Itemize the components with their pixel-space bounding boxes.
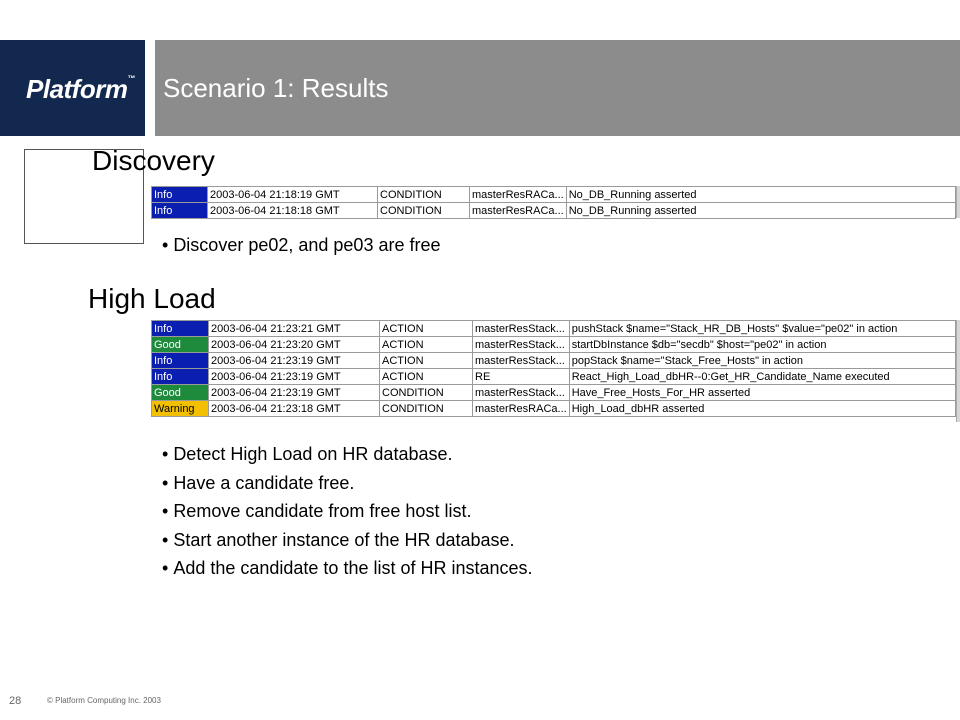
type-cell: CONDITION	[380, 385, 473, 401]
source-cell: masterResRACa...	[470, 203, 567, 219]
time-cell: 2003-06-04 21:23:19 GMT	[209, 353, 380, 369]
level-cell: Good	[152, 385, 209, 401]
discovery-heading: Discovery	[92, 145, 215, 176]
bullet-item: • Remove candidate from free host list.	[162, 497, 533, 526]
source-cell: masterResStack...	[473, 337, 570, 353]
time-cell: 2003-06-04 21:23:19 GMT	[209, 385, 380, 401]
table-row[interactable]	[152, 369, 956, 385]
table-row[interactable]	[152, 353, 956, 369]
copyright-notice: © Platform Computing Inc. 2003	[47, 696, 161, 705]
platform-logo	[26, 74, 135, 105]
source-cell: masterResStack...	[473, 353, 570, 369]
time-cell: 2003-06-04 21:23:21 GMT	[209, 321, 380, 337]
table-row[interactable]	[152, 187, 956, 203]
page-number: 28	[9, 695, 22, 707]
bullet-item: • Discover pe02, and pe03 are free	[162, 231, 440, 260]
logo-trademark: ™	[127, 74, 135, 83]
table-row[interactable]	[152, 401, 956, 417]
time-cell: 2003-06-04 21:18:19 GMT	[208, 187, 378, 203]
message-cell: startDbInstance $db="secdb" $host="pe02" in action	[569, 337, 955, 353]
table-row[interactable]	[152, 385, 956, 401]
time-cell: 2003-06-04 21:23:19 GMT	[209, 369, 380, 385]
message-cell: pushStack $name="Stack_HR_DB_Hosts" $value="pe02" in action	[569, 321, 955, 337]
message-cell: No_DB_Running asserted	[566, 203, 955, 219]
message-cell: React_High_Load_dbHR--0:Get_HR_Candidate_Name executed	[569, 369, 955, 385]
source-cell: RE	[473, 369, 570, 385]
level-cell: Info	[152, 187, 208, 203]
level-cell: Good	[152, 337, 209, 353]
time-cell: 2003-06-04 21:23:20 GMT	[209, 337, 380, 353]
level-cell: Info	[152, 321, 209, 337]
table-row[interactable]	[152, 203, 956, 219]
type-cell: CONDITION	[378, 203, 470, 219]
level-cell: Info	[152, 203, 208, 219]
source-cell: masterResRACa...	[470, 187, 567, 203]
source-cell: masterResRACa...	[473, 401, 570, 417]
level-cell: Info	[152, 369, 209, 385]
table-row[interactable]	[152, 337, 956, 353]
level-cell: Info	[152, 353, 209, 369]
type-cell: CONDITION	[380, 401, 473, 417]
high-load-heading: High Load	[88, 283, 216, 314]
bullet-item: • Add the candidate to the list of HR instances.	[162, 554, 533, 583]
source-cell: masterResStack...	[473, 321, 570, 337]
discovery-log-table	[151, 186, 956, 219]
logo-text: Platform	[26, 74, 128, 104]
message-cell: No_DB_Running asserted	[566, 187, 955, 203]
discovery-bullets	[162, 231, 440, 260]
bullet-item: • Start another instance of the HR database.	[162, 526, 533, 555]
discovery-scrollbar[interactable]	[956, 186, 960, 218]
type-cell: ACTION	[380, 337, 473, 353]
bullet-item: • Detect High Load on HR database.	[162, 440, 533, 469]
message-cell: popStack $name="Stack_Free_Hosts" in action	[569, 353, 955, 369]
time-cell: 2003-06-04 21:23:18 GMT	[209, 401, 380, 417]
level-cell: Warning	[152, 401, 209, 417]
high-load-scrollbar[interactable]	[956, 320, 960, 422]
type-cell: ACTION	[380, 369, 473, 385]
time-cell: 2003-06-04 21:18:18 GMT	[208, 203, 378, 219]
table-row[interactable]	[152, 321, 956, 337]
high-load-log-table	[151, 320, 956, 417]
slide-title: Scenario 1: Results	[163, 73, 389, 103]
bullet-item: • Have a candidate free.	[162, 469, 533, 498]
type-cell: ACTION	[380, 321, 473, 337]
message-cell: Have_Free_Hosts_For_HR asserted	[569, 385, 955, 401]
type-cell: CONDITION	[378, 187, 470, 203]
message-cell: High_Load_dbHR asserted	[569, 401, 955, 417]
type-cell: ACTION	[380, 353, 473, 369]
source-cell: masterResStack...	[473, 385, 570, 401]
high-load-bullets	[162, 440, 533, 583]
